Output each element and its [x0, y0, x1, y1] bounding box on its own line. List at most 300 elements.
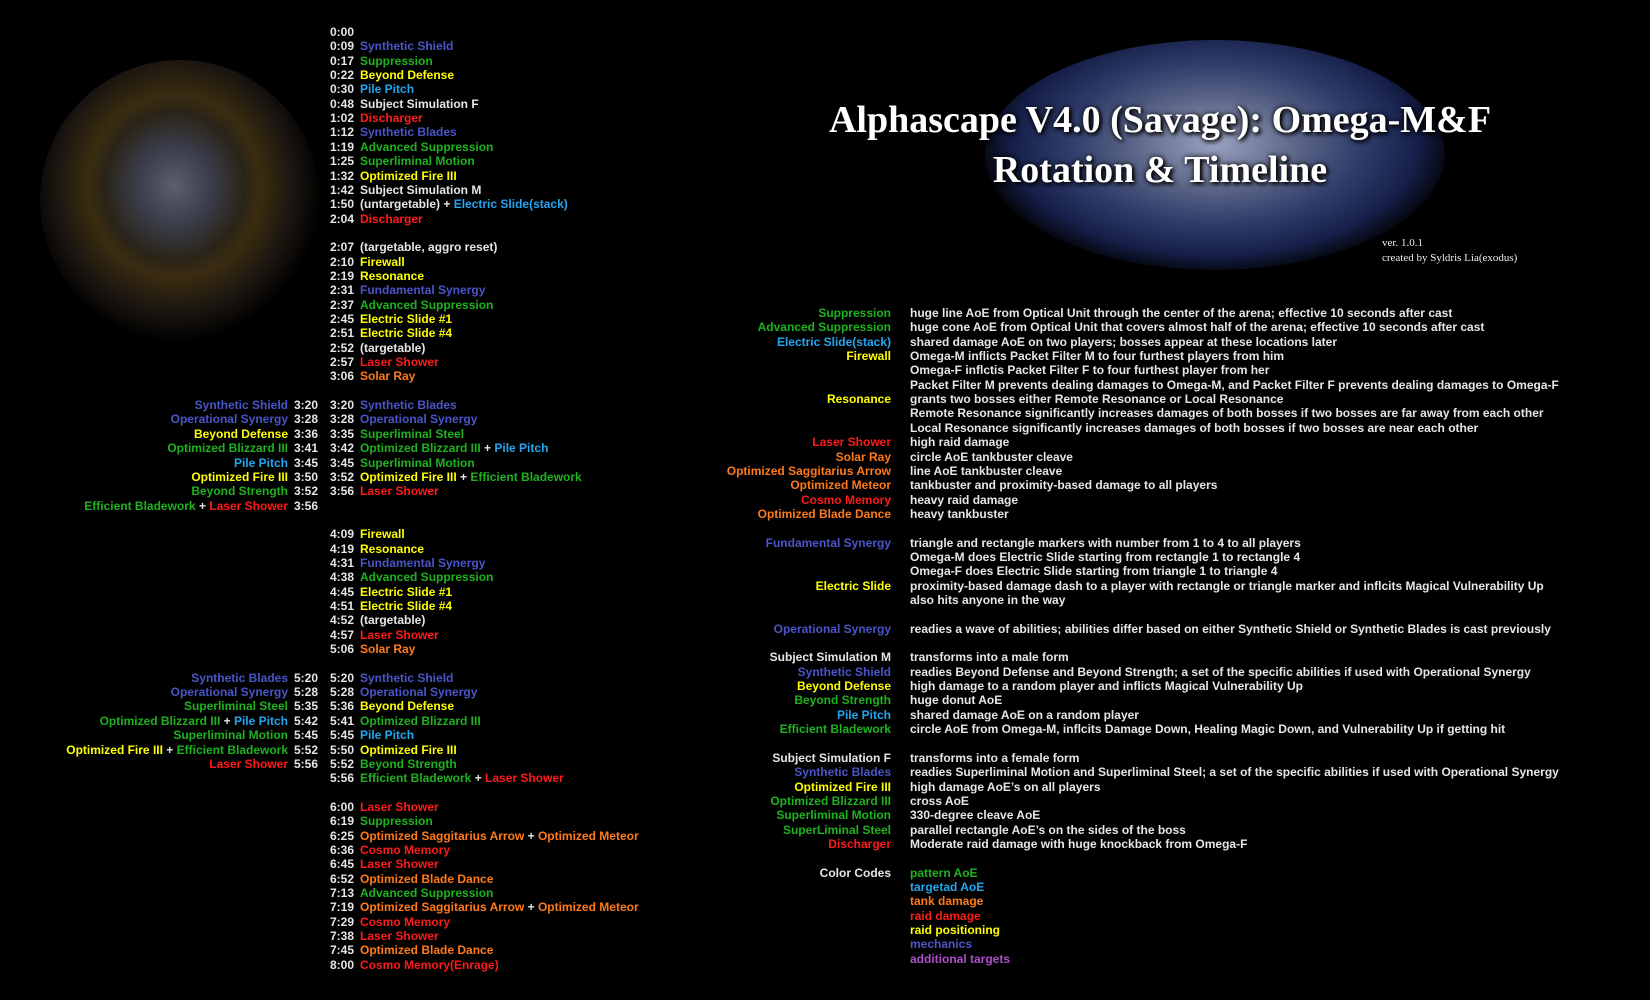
timeline-event: [360, 527, 405, 541]
timeline-event: [191, 470, 288, 484]
ability-name: Superliminal Motion: [360, 455, 475, 470]
timeline-time: 2:19: [330, 268, 355, 283]
glossary-description: heavy tankbuster: [910, 506, 1009, 521]
timeline-event: [360, 800, 439, 814]
ability-name: Pile Pitch: [360, 82, 415, 97]
glossary-term: Resonance: [826, 392, 891, 407]
ability-name: Beyond Strength: [360, 756, 457, 771]
ability-name: Resonance: [360, 541, 425, 556]
timeline-event: [360, 671, 453, 685]
timeline-event: [360, 886, 493, 900]
ability-name: Laser Shower: [360, 929, 439, 944]
timeline-time: 5:56: [330, 771, 355, 786]
timeline-time: 5:45: [330, 728, 355, 743]
timeline-alt-row: [0, 743, 320, 757]
timeline-time: 5:45: [294, 728, 319, 743]
timeline-time: 3:45: [294, 455, 319, 470]
ability-name: Optimized Meteor: [537, 828, 639, 843]
ability-name: Laser Shower: [360, 799, 439, 814]
glossary-term: Optimized Meteor: [790, 478, 891, 493]
timeline-event: [360, 958, 499, 972]
timeline-time: 2:10: [330, 254, 355, 269]
glossary-description: Remote Resonance significantly increases damages of both bosses if two bosses are far away from each other: [910, 406, 1544, 421]
timeline-time: 2:57: [330, 355, 355, 370]
timeline-event: [360, 183, 481, 197]
glossary-description: proximity-based damage dash to a player with rectangle or triangle marker and inflcits Magical Vulnerability Up: [910, 578, 1544, 593]
timeline-event: [171, 412, 288, 426]
timeline-time: 0:17: [330, 53, 355, 68]
timeline-event: [360, 97, 479, 111]
timeline-event: [84, 499, 288, 513]
plus-separator: +: [195, 498, 210, 513]
timeline-time: 3:56: [330, 484, 355, 499]
ability-name: Operational Synergy: [360, 685, 478, 700]
timeline-time: 3:20: [294, 398, 319, 413]
timeline-time: 1:19: [330, 139, 355, 154]
timeline-alt-row: [0, 499, 320, 513]
ability-name: Operational Synergy: [170, 685, 288, 700]
timeline-time: 5:52: [294, 742, 319, 757]
glossary-description: shared damage AoE on a random player: [910, 707, 1139, 722]
ability-name: (targetable, aggro reset): [360, 240, 498, 255]
plus-separator: +: [162, 742, 177, 757]
glossary-term: Fundamental Synergy: [765, 535, 891, 550]
timeline-time: 5:20: [294, 670, 319, 685]
ability-name: Electric Slide #4: [360, 326, 453, 341]
ability-name: Laser Shower: [209, 498, 288, 513]
color-code-entry: targetad AoE: [910, 880, 985, 894]
timeline-time: 1:32: [330, 168, 355, 183]
timeline-time: 2:04: [330, 211, 355, 226]
glossary-description: Local Resonance significantly increases damages of both bosses if two bosses are near each other: [910, 420, 1479, 435]
ability-name: Synthetic Shield: [194, 398, 288, 413]
timeline-event: [171, 685, 288, 699]
ability-name: Electric Slide #1: [360, 584, 453, 599]
color-code-entry: raid positioning: [910, 923, 1000, 938]
ability-name: Firewall: [360, 254, 405, 269]
timeline-time: 1:02: [330, 111, 355, 126]
timeline-alt-row: [0, 412, 320, 426]
timeline-event: [360, 542, 424, 556]
timeline-event: [360, 412, 477, 426]
ability-name: Superliminal Motion: [360, 154, 475, 169]
timeline-event: [360, 685, 477, 699]
timeline-event: [360, 857, 439, 871]
glossary-description: heavy raid damage: [910, 492, 1019, 507]
timeline-time: 3:50: [294, 469, 319, 484]
ability-name: Cosmo Memory: [360, 914, 451, 929]
timeline-time: 2:07: [330, 240, 355, 255]
timeline-time: 0:22: [330, 68, 355, 83]
glossary-term: Beyond Strength: [794, 693, 891, 708]
color-code-entry: pattern AoE: [910, 865, 978, 880]
ability-name: Efficient Bladework: [84, 498, 196, 513]
ability-name: Optimized Fire III: [191, 469, 288, 484]
ability-name: Optimized Blizzard III: [99, 713, 221, 728]
title-line-1: Alphascape V4.0 (Savage): Omega-M&F: [828, 99, 1492, 141]
ability-name: Subject Simulation F: [360, 96, 479, 111]
ability-name: Advanced Suppression: [360, 139, 494, 154]
timeline-time: 3:52: [330, 469, 355, 484]
ability-name: Synthetic Blades: [191, 670, 288, 685]
ability-name: Synthetic Shield: [360, 39, 454, 54]
timeline-event: [360, 714, 481, 728]
ability-name: Optimized Saggitarius Arrow: [360, 828, 525, 843]
timeline-time: 1:25: [330, 154, 355, 169]
timeline-time: 3:36: [294, 426, 319, 441]
timeline-time: 5:28: [294, 685, 319, 700]
glossary-description: Omega-M inflicts Packet Filter M to four furthest players from him: [910, 349, 1285, 364]
timeline-time: 6:36: [330, 842, 355, 857]
glossary-term: Advanced Suppression: [757, 320, 891, 335]
timeline-time: 7:45: [330, 943, 355, 958]
ability-name: Optimized Fire III: [66, 742, 163, 757]
ability-name: Laser Shower: [485, 771, 564, 786]
glossary-term: Subject Simulation F: [772, 750, 891, 765]
timeline-event: [360, 456, 475, 470]
glossary-description: circle AoE from Omega-M, inflcits Damage Down, Healing Magic Down, and Vulnerability Up if getting hit: [910, 722, 1506, 737]
timeline-event: [360, 585, 452, 599]
ability-name: Electric Slide(stack): [453, 197, 568, 212]
ability-name: Suppression: [360, 53, 433, 68]
color-code-entry: additional targets: [910, 951, 1011, 966]
plus-separator: +: [440, 197, 454, 212]
timeline-event: [100, 714, 288, 728]
timeline-event: [234, 456, 288, 470]
glossary-description: huge line AoE from Optical Unit through the center of the arena; effective 10 seconds after cast: [910, 306, 1453, 320]
timeline-event: [360, 484, 439, 498]
glossary-term: Efficient Bladework: [779, 722, 891, 737]
timeline-alt-row: [0, 671, 320, 685]
ability-name: Laser Shower: [360, 484, 439, 499]
plus-separator: +: [456, 469, 471, 484]
ability-name: Electric Slide #1: [360, 312, 453, 326]
plus-separator: +: [220, 713, 234, 728]
timeline-event: [360, 125, 457, 139]
timeline-event: [360, 169, 457, 183]
timeline-time: 3:52: [294, 484, 319, 499]
ability-name: Electric Slide #4: [360, 599, 453, 613]
timeline-event: [360, 814, 433, 828]
timeline-alt-row: [0, 398, 320, 412]
timeline-event: [360, 355, 439, 369]
glossary-description: parallel rectangle AoE’s on the sides of the boss: [910, 822, 1186, 837]
timeline-event: [360, 326, 452, 340]
glossary-description: huge cone AoE from Optical Unit that covers almost half of the arena; effective 10 seconds after cast: [910, 320, 1485, 335]
glossary-description: transforms into a female form: [910, 750, 1080, 765]
plus-separator: +: [524, 828, 538, 843]
timeline-time: 3:35: [330, 426, 355, 441]
glossary-term: Optimized Blade Dance: [757, 506, 891, 521]
timeline-event: [184, 699, 288, 713]
timeline-event: [360, 240, 497, 254]
ability-name: Optimized Saggitarius Arrow: [360, 900, 525, 915]
timeline-event: [360, 341, 425, 355]
timeline-event: [360, 613, 425, 627]
timeline-time: 4:52: [330, 613, 355, 628]
timeline-event: [167, 441, 288, 455]
glossary-description: triangle and rectangle markers with number from 1 to 4 to all players: [910, 535, 1301, 550]
timeline-event: [360, 197, 568, 211]
ability-name: Superliminal Steel: [183, 699, 288, 714]
timeline-alt-row: [0, 427, 320, 441]
glossary-description: Moderate raid damage with huge knockback from Omega-F: [910, 836, 1248, 851]
version-text: ver. 1.0.1: [1382, 237, 1423, 249]
ability-name: Efficient Bladework: [470, 469, 582, 484]
timeline-time: 3:28: [330, 412, 355, 427]
timeline-time: 2:52: [330, 340, 355, 355]
timeline-event: [360, 269, 424, 283]
ability-name: Suppression: [360, 814, 433, 829]
timeline-alt-row: [0, 470, 320, 484]
ability-name: Firewall: [360, 527, 405, 542]
ability-name: Efficient Bladework: [360, 771, 472, 786]
timeline-alt-row: [0, 757, 320, 771]
glossary-term: Beyond Defense: [796, 679, 891, 694]
ability-name: Superliminal Steel: [360, 426, 465, 441]
ability-name: Advanced Suppression: [360, 570, 494, 585]
timeline-event: [360, 872, 493, 886]
ability-name: Pile Pitch: [494, 441, 549, 456]
timeline-event: [191, 671, 288, 685]
timeline-time: 6:25: [330, 828, 355, 843]
glossary-term: Discharger: [828, 836, 891, 851]
title-line-2: Rotation & Timeline: [992, 149, 1328, 191]
ability-name: Laser Shower: [360, 355, 439, 370]
timeline-event: [360, 255, 405, 269]
timeline-time: 2:45: [330, 312, 355, 326]
ability-name: (targetable): [360, 613, 426, 628]
timeline-time: 5:20: [330, 670, 355, 685]
plus-separator: +: [524, 900, 538, 915]
glossary-description: high damage to a random player and inflicts Magical Vulnerability Up: [910, 679, 1303, 694]
ability-name: Optimized Fire III: [360, 742, 457, 757]
timeline-time: 0:09: [330, 39, 355, 54]
timeline-event: [360, 843, 450, 857]
timeline-event: [360, 599, 452, 613]
timeline-event: [360, 743, 457, 757]
plus-separator: +: [471, 771, 486, 786]
timeline-time: 3:06: [330, 369, 355, 384]
timeline-time: 2:31: [330, 283, 355, 298]
timeline-time: 6:00: [330, 799, 355, 814]
ability-name: Beyond Defense: [193, 426, 288, 441]
ability-name: Optimized Fire III: [360, 469, 457, 484]
color-code-entry: mechanics: [910, 937, 973, 952]
timeline-time: 1:42: [330, 182, 355, 197]
timeline-event: [360, 943, 493, 957]
timeline-time: 5:50: [330, 742, 355, 757]
timeline-event: [360, 39, 453, 53]
timeline-event: [360, 771, 564, 785]
ability-name: Fundamental Synergy: [360, 555, 486, 570]
ability-name: Pile Pitch: [233, 713, 288, 728]
glossary-term: Operational Synergy: [773, 621, 891, 636]
timeline-time: 1:12: [330, 125, 355, 140]
ability-name: Synthetic Shield: [360, 670, 454, 685]
timeline-event: [360, 298, 493, 312]
timeline-event: [360, 570, 493, 584]
ability-name: Fundamental Synergy: [360, 283, 486, 298]
timeline-time: 4:38: [330, 570, 355, 585]
timeline-event: [360, 369, 415, 383]
glossary-description: Packet Filter M prevents dealing damages to Omega-M, and Packet Filter F prevents dealing damages to Omega-F: [910, 377, 1559, 392]
glossary-description: cross AoE: [910, 793, 969, 808]
glossary-description: tankbuster and proximity-based damage to all players: [910, 478, 1218, 493]
ability-name: Superliminal Motion: [173, 728, 288, 743]
glossary-description: readies Superliminal Motion and Superliminal Steel; a set of the specific abilities if used with Operational Synergy: [910, 765, 1559, 780]
glossary-term: Synthetic Blades: [794, 765, 891, 780]
timeline-alt-row: [0, 699, 320, 713]
timeline-time: 5:06: [330, 642, 355, 657]
timeline-time: 2:37: [330, 297, 355, 312]
timeline-alt-row: [0, 441, 320, 455]
color-code-entry: raid damage: [910, 908, 981, 923]
timeline-time: 6:19: [330, 814, 355, 829]
timeline-time: 7:19: [330, 900, 355, 915]
timeline-alt-row: [0, 484, 320, 498]
ability-name: Advanced Suppression: [360, 886, 494, 900]
timeline-event: [360, 556, 485, 570]
ability-name: Optimized Blade Dance: [360, 943, 494, 958]
timeline-time: 3:41: [294, 441, 319, 456]
color-code-entry: tank damage: [910, 894, 984, 909]
ability-name: Advanced Suppression: [360, 297, 494, 312]
ability-name: Synthetic Blades: [360, 125, 457, 140]
ability-name: Optimized Meteor: [537, 900, 639, 915]
glossary-term: Electric Slide(stack): [776, 334, 891, 349]
ability-name: Laser Shower: [209, 756, 288, 771]
ability-name: Laser Shower: [360, 857, 439, 872]
timeline-event: [360, 757, 457, 771]
glossary-description: Omega-M does Electric Slide starting from rectangle 1 to rectangle 4: [910, 549, 1301, 564]
ability-name: Cosmo Memory(Enrage): [360, 957, 499, 972]
glossary-description: also hits anyone in the way: [910, 593, 1066, 607]
ability-name: Cosmo Memory: [360, 842, 451, 857]
glossary-description: readies a wave of abilities; abilities differ based on either Synthetic Shield or Synthetic Blades is cast previously: [910, 621, 1551, 636]
timeline-event: [194, 427, 288, 441]
page-title: [760, 95, 1560, 195]
timeline-time: 0:30: [330, 82, 355, 97]
timeline-event: [360, 154, 475, 168]
plus-separator: +: [480, 441, 495, 456]
timeline-alt-row: [0, 714, 320, 728]
ability-name: Optimized Fire III: [360, 168, 457, 183]
timeline-time: 7:29: [330, 914, 355, 929]
timeline-time: 4:19: [330, 541, 355, 556]
timeline-time: 8:00: [330, 957, 355, 972]
timeline-time: 3:56: [294, 498, 319, 513]
timeline-time: 4:09: [330, 527, 355, 542]
timeline-alt-row: [0, 456, 320, 470]
timeline-time: 1:50: [330, 197, 355, 212]
timeline-time: 6:52: [330, 871, 355, 886]
timeline-time: 7:13: [330, 886, 355, 900]
ability-name: Optimized Blizzard III: [360, 441, 481, 456]
timeline-time: 5:42: [294, 713, 319, 728]
timeline-time: 5:41: [330, 713, 355, 728]
glossary-term: Solar Ray: [835, 449, 891, 464]
timeline-time: 4:45: [330, 584, 355, 599]
ability-name: Synthetic Blades: [360, 398, 457, 413]
glossary-term: Pile Pitch: [836, 707, 891, 722]
glossary-term: SuperLiminal Steel: [782, 822, 891, 837]
timeline-event: [360, 915, 450, 929]
timeline-time: 5:36: [330, 699, 355, 714]
glossary-term: Synthetic Shield: [797, 664, 891, 679]
glossary-term: Optimized Saggitarius Arrow: [726, 463, 891, 478]
boss-artwork-left: [40, 60, 320, 340]
glossary-description: circle AoE tankbuster cleave: [910, 449, 1073, 464]
timeline-event: [209, 757, 288, 771]
glossary-description: Omega-F does Electric Slide starting from triangle 1 to triangle 4: [910, 564, 1278, 579]
timeline-time: 2:51: [330, 326, 355, 341]
timeline-event: [360, 642, 415, 656]
timeline-time: 3:45: [330, 455, 355, 470]
ability-name: Beyond Defense: [360, 68, 455, 83]
glossary-term: Optimized Blizzard III: [770, 793, 891, 808]
timeline-event: [360, 111, 423, 125]
ability-name: Optimized Blizzard III: [167, 441, 288, 456]
timeline-event: [360, 929, 439, 943]
ability-name: Solar Ray: [360, 369, 416, 384]
timeline-event: [360, 699, 454, 713]
timeline-time: 0:00: [330, 25, 355, 39]
ability-name: Pile Pitch: [233, 455, 288, 470]
ability-name: Operational Synergy: [170, 412, 288, 427]
glossary-description: transforms into a male form: [910, 650, 1069, 665]
timeline-alt-row: [0, 685, 320, 699]
glossary-description: huge donut AoE: [910, 693, 1003, 708]
glossary-description: grants two bosses either Remote Resonance or Local Resonance: [910, 392, 1284, 407]
timeline-event: [360, 212, 423, 226]
timeline-time: 6:45: [330, 857, 355, 872]
timeline-time: 5:35: [294, 699, 319, 714]
ability-name: Subject Simulation M: [360, 182, 482, 197]
author-text: created by Syldris Lia(exodus): [1382, 252, 1518, 264]
glossary-term: Suppression: [818, 306, 891, 320]
timeline-time: 5:56: [294, 756, 319, 771]
timeline-time: 4:57: [330, 627, 355, 642]
glossary-term: Laser Shower: [812, 435, 891, 450]
glossary-term: Optimized Fire III: [794, 779, 891, 794]
ability-name: Solar Ray: [360, 642, 416, 657]
timeline-alt-row: [0, 728, 320, 742]
ability-name: Laser Shower: [360, 627, 439, 642]
timeline-event: [360, 283, 485, 297]
glossary-description: high damage AoE’s on all players: [910, 779, 1101, 794]
timeline-event: [360, 728, 414, 742]
timeline-event: [360, 900, 639, 914]
ability-name: Optimized Blizzard III: [360, 713, 481, 728]
timeline-event: [360, 68, 454, 82]
timeline-event: [173, 728, 288, 742]
timeline-event: [195, 398, 288, 412]
timeline-time: 5:52: [330, 756, 355, 771]
glossary-description: high raid damage: [910, 435, 1010, 450]
timeline-time: 3:42: [330, 441, 355, 456]
glossary-description: readies Beyond Defense and Beyond Strength; a set of the specific abilities if used with Operational Synergy: [910, 664, 1531, 679]
timeline-event: [360, 441, 548, 455]
timeline-event: [360, 628, 439, 642]
timeline-time: 7:38: [330, 929, 355, 944]
timeline-time: 4:31: [330, 555, 355, 570]
ability-name: Discharger: [360, 111, 423, 126]
timeline-time: 3:20: [330, 398, 355, 413]
ability-name: Efficient Bladework: [176, 742, 288, 757]
glossary-term: Electric Slide: [815, 578, 891, 593]
glossary-term: Firewall: [846, 349, 891, 364]
